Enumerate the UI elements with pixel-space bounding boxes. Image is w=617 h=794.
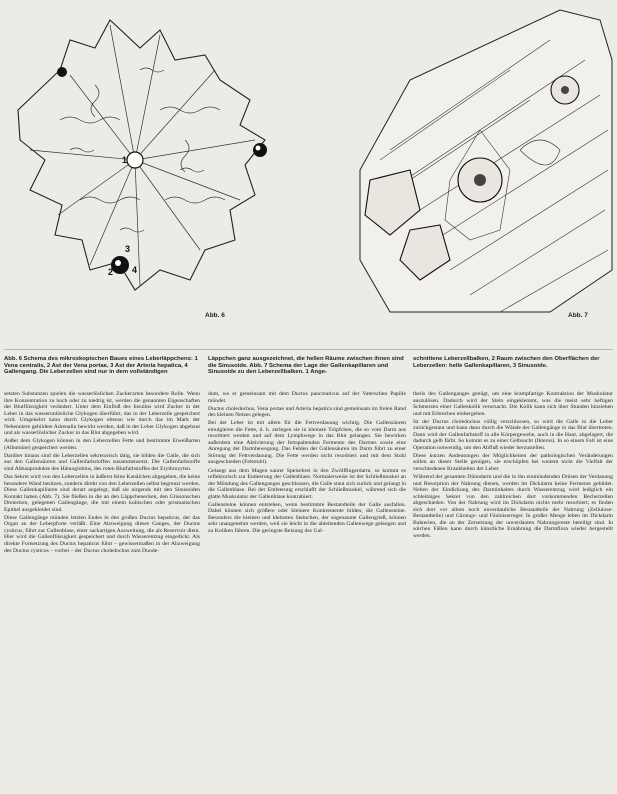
paragraph: Außer dem Glykogen können in den Leberzellen Fette und bestimmte Eiweißarten (Albumine) gespeichert werden.	[4, 438, 200, 451]
paragraph: Darüber hinaus sind die Leberzellen sekretorisch tätig, sie bilden die Galle, die sich aus den Gallensäuren und Gallenfarbstoffen zusammensetzt. Die Gallenfarbstoffe sind Abbauprodukte des Hämoglobins, des roten Blutfarbstoffes der Erythrozyten.	[4, 452, 200, 473]
paragraph: dum, wo er gemeinsam mit dem Ductus pancreaticus auf der Vaterschen Papille mündet.	[208, 391, 406, 404]
figure-6-label: Abb. 6	[205, 312, 225, 319]
paragraph: Gallensteine können entstehen, wenn bestimmte Bestandteile der Galle ausfallen. Dabei können sich größere oder kleinere Konkremente bilden, die Gallensteine. Besonders die kleinen und kleinsten Steinchen, der sogenannte Gallengrieß, können sehr unangenehm werden, weil sie leicht in die ableitenden Gallenwege gelangen und zu Koliken führen. Die geringste Reizung des Gal-	[208, 501, 406, 534]
figure-7-bile-canaliculi	[350, 0, 617, 322]
text-column-2	[208, 391, 406, 789]
caption-divider	[4, 349, 613, 350]
fig6-mark-1: 1	[122, 155, 128, 165]
paragraph: Diese Gallengänge münden letzten Endes in den großen Ductus hepaticus, der das Organ an der Leberpforte verläßt. Eine Abzweigung dieses Ganges, der Ductus cysticus, führt zur Gallenblase, einer sackartigen Ausweitung, die als Reservoir dient. Hier wird die Gallenflüssigkeit gespeichert und durch Wasserentzug eingedickt. Als direkte Fortsetzung des Ductus hepaticus führt – gewissermaßen in der Abzweigung des Ductus cysticus – vorbei – der Ductus choledochus zum Duode-	[4, 514, 200, 554]
paragraph: setzten Substanzen spielen die wasserlöslichen Zuckerarten besondere Rolle. Wenn ihre Konzentration zu hoch oder zu niedrig ist, werden die genannten Eigenschaften der Blutflüssigkeit verändert. Unter dem Einfluß des Insulins wird Zucker in der Leber in das wasserunlösliche Glykogen überführt, das in der Leberzelle gespeichert wird. Umgekehrt kann durch Glykogen ebenso wie durch das im Mark der Nebenniere gebildete Adrenalin bewirkt werden, daß in der Leber Glykogen abgebaut und als wasserlöslicher Zucker in das Blut abgegeben wird.	[4, 391, 200, 437]
fig6-mark-4: 4	[132, 265, 138, 275]
caption-abb-7-continued: schnittene Leberzellbalken, 2 Raum zwischen den Oberflächen der Leberzellen: helle Gallenkapillaren, 3 Sinusoide.	[413, 356, 600, 369]
paragraph: Ist der Ductus choledochus völlig verschlossen, so wird die Galle in die Leber zurückgestaut und kann dann durch die Wände der Gallengänge in das Blut übertreten. Dann wird der Gallenfarbstoff in alle Körpergewebe, auch in die Haut, abgelagert, die dadurch gelb färbt. So kommt es zu einer Gelbsucht (Ikterus). In so einem Fall ist eine Operation notwendig, um den Abfluß wieder herzustellen.	[413, 418, 613, 451]
figure-6-liver-lobule	[0, 0, 300, 322]
paragraph: Bei der Leber ist mit allem für die Fettverdauung wichtig. Die Gallensäuren emulgieren die Fette, d. h. zerlegen sie in kleinste Tröpfchen, die so vom Darm aus resorbiert werden und auf dem Lymphwege in das Blut gelangen. Sie bewirken außerdem eine Aktivierung der fettspaltenden Fermente des Darmes sowie eine Anregung der Darmbewegung. Das Fehlen der Gallensäuren im Darm führt zu einer Störung der Fettverdauung. Die Fette werden nicht resorbiert und mit dem Stuhl ausgeschieden (Fettstuhl).	[208, 420, 406, 466]
figure-7-label: Abb. 7	[568, 312, 588, 319]
paragraph: Diese kurzen Andeutungen der Möglichkeiten der pathologischen Veränderungen sollen an dieser Stelle genügen, sie erschöpfen bei weitem nicht die Vielfalt der verschiedenen Krankheiten der Leber.	[413, 452, 613, 473]
paragraph: Gelangt aus dem Magen saurer Speisebrei in den Zwölffingerdarm, so kommt es reflektorisch zur Entleerung der Gallenblase. Normalerweise ist der Schließmuskel an der Mündung des Gallenganges geschlossen, die Galle staut sich zurück und gelangt in die Gallenblase. Bei der Entleerung erschlafft der Schließmuskel, während sich die glatte Muskulatur der Gallenblase kontrahiert.	[208, 467, 406, 500]
caption-abb-6: Abb. 6 Schema des mikroskopischen Baues eines Leberläppchens: 1 Vena centralis, 2 Ast der Vena portae, 3 Ast der Arteria hepatica, 4 Gallengang. Die Leberzellen sind nur in dem vollständigen	[4, 356, 198, 376]
paragraph: Während der gesamten Dünndarm und die in ihn einmündenden Drüsen der Verdauung und Resorption der Nahrung dienen, werden im Dickdarm keine Fermente gebildet. Neben der Eindickung des Darminhaltes durch Wasserentzug wird lediglich ein schleimiges Sekret von den zahlreichen dort vorkommenden Becherzellen abgeschieden. Von der Nahrung wird im Dickdarm nichts mehr resorbiert; es finden sich dort vor allem noch unverdauliche Bestandteile der Nahrung (Zellulose-Bestandteile) und Gärungs- und Fäulniserreger. In großer Menge leben im Dickdarm Bakterien, die an der Zersetzung der unverdauten Nahrungsreste beteiligt sind. In solchen Fällen kann durch künstliche Ernährung die Darmflora wieder hergestellt werden.	[413, 474, 613, 539]
paragraph: Das Sekret wird von den Leberzellen in äußerst feine Kanälchen abgegeben, die keine besondere Wand besitzen, sondern direkt von den Leberzellen selbst begrenzt werden. Diese Gallenkapillaren sind derart angelegt, daß sie nirgends mit den Sinusoiden Kontakt haben (Abb. 7). Sie fließen in die an den Läppchenecken, den Glissonschen Dreiecken, gelegenen Gallengänge, die mit einem kubischen oder prismatischen Epithel ausgekleidet sind.	[4, 474, 200, 513]
text-column-3	[413, 391, 613, 789]
paragraph: theils des Gallenganges genügt, um eine krampfartige Kontraktion der Muskulatur auszulösen. Dadurch wird der Stein eingeklemmt, was die meist sehr heftigen Schmerzen einer Gallenkolik verursacht. Die Kolik kann sich über Stunden hinziehen und mit Erbrechen einhergehen.	[413, 391, 613, 417]
paragraph: Ductus choledochus, Vena portae und Arteria hepatica sind gemeinsam im freien Rand des kleinen Netzes gelegen.	[208, 405, 406, 419]
fig6-mark-2: 2	[108, 267, 114, 277]
fig6-mark-3: 3	[125, 244, 131, 254]
text-column-1	[4, 391, 200, 789]
caption-abb-6-7-continued: Läppchen ganz ausgezeichnet, die hellen Räume zwischen ihnen sind die Sinusoide. Abb. 7 Schema der Lage der Gallenkapillaren und Sinusoide zu den Leberzellbalken. 1 Ange-	[208, 356, 404, 376]
